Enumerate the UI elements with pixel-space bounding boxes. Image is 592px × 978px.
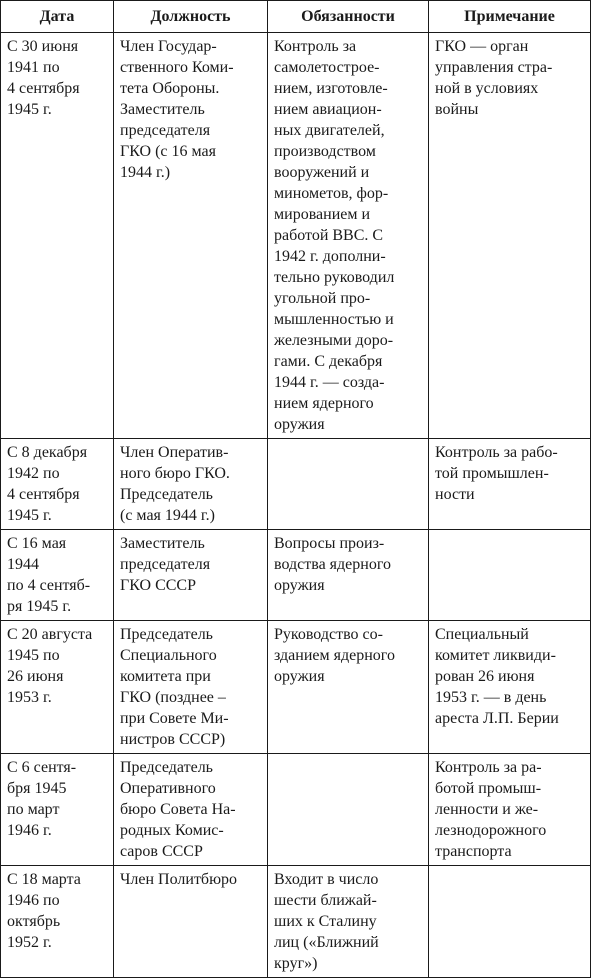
cell-date: С 6 сентя- бря 1945 по март 1946 г. [1, 754, 114, 866]
cell-date: С 30 июня 1941 по 4 сентября 1945 г. [1, 33, 114, 439]
cell-note: Специальный комитет ликвиди- рован 26 июня 1953 г. — в день ареста Л.П. Берии [429, 621, 591, 754]
header-note: Примечание [429, 1, 591, 33]
cell-date: С 16 мая 1944 по 4 сентяб- ря 1945 г. [1, 530, 114, 621]
table-row [1, 530, 591, 621]
cell-position: Председатель Оперативного бюро Совета На- родных Комис- саров СССР [114, 754, 268, 866]
table-row [1, 439, 591, 530]
table-header-row [1, 1, 591, 33]
cell-position: Председатель Специального комитета при ГКО (позднее – при Совете Ми- нистров СССР) [114, 621, 268, 754]
table-row [1, 754, 591, 866]
cell-note: Контроль за рабо- той промышлен- ности [429, 439, 591, 530]
cell-date: С 20 августа 1945 по 26 июня 1953 г. [1, 621, 114, 754]
cell-note [429, 530, 591, 621]
table-row [1, 621, 591, 754]
cell-duties: Руководство со- зданием ядерного оружия [268, 621, 429, 754]
cell-position: Заместитель председателя ГКО СССР [114, 530, 268, 621]
cell-note [429, 866, 591, 978]
table-row [1, 866, 591, 978]
cell-position: Член Политбюро [114, 866, 268, 978]
cell-note: Контроль за ра- ботой промыш- ленности и же- лезнодорожного транспорта [429, 754, 591, 866]
header-duties: Обязанности [268, 1, 429, 33]
cell-date: С 18 марта 1946 по октябрь 1952 г. [1, 866, 114, 978]
table-row [1, 33, 591, 439]
cell-date: С 8 декабря 1942 по 4 сентября 1945 г. [1, 439, 114, 530]
header-position: Должность [114, 1, 268, 33]
cell-duties [268, 754, 429, 866]
cell-duties: Входит в число шести ближай- ших к Сталину лиц («Ближний круг») [268, 866, 429, 978]
header-date: Дата [1, 1, 114, 33]
cell-duties: Контроль за самолетострое- нием, изготовле- нием авиацион- ных двигателей, производством вооружений и минометов, фор- мированием и работой ВВС. С 1942 г. дополни- тельно руководил угольной про- мышленностью и железными доро- гами. С декабря 1944 г. — созда- нием ядерного оружия [268, 33, 429, 439]
cell-duties [268, 439, 429, 530]
cell-position: Член Государ- ственного Коми- тета Обороны. Заместитель председателя ГКО (с 16 мая 1944 г.) [114, 33, 268, 439]
cell-position: Член Оператив- ного бюро ГКО. Председатель (с мая 1944 г.) [114, 439, 268, 530]
cell-duties: Вопросы произ- водства ядерного оружия [268, 530, 429, 621]
cell-note: ГКО — орган управления стра- ной в условиях войны [429, 33, 591, 439]
